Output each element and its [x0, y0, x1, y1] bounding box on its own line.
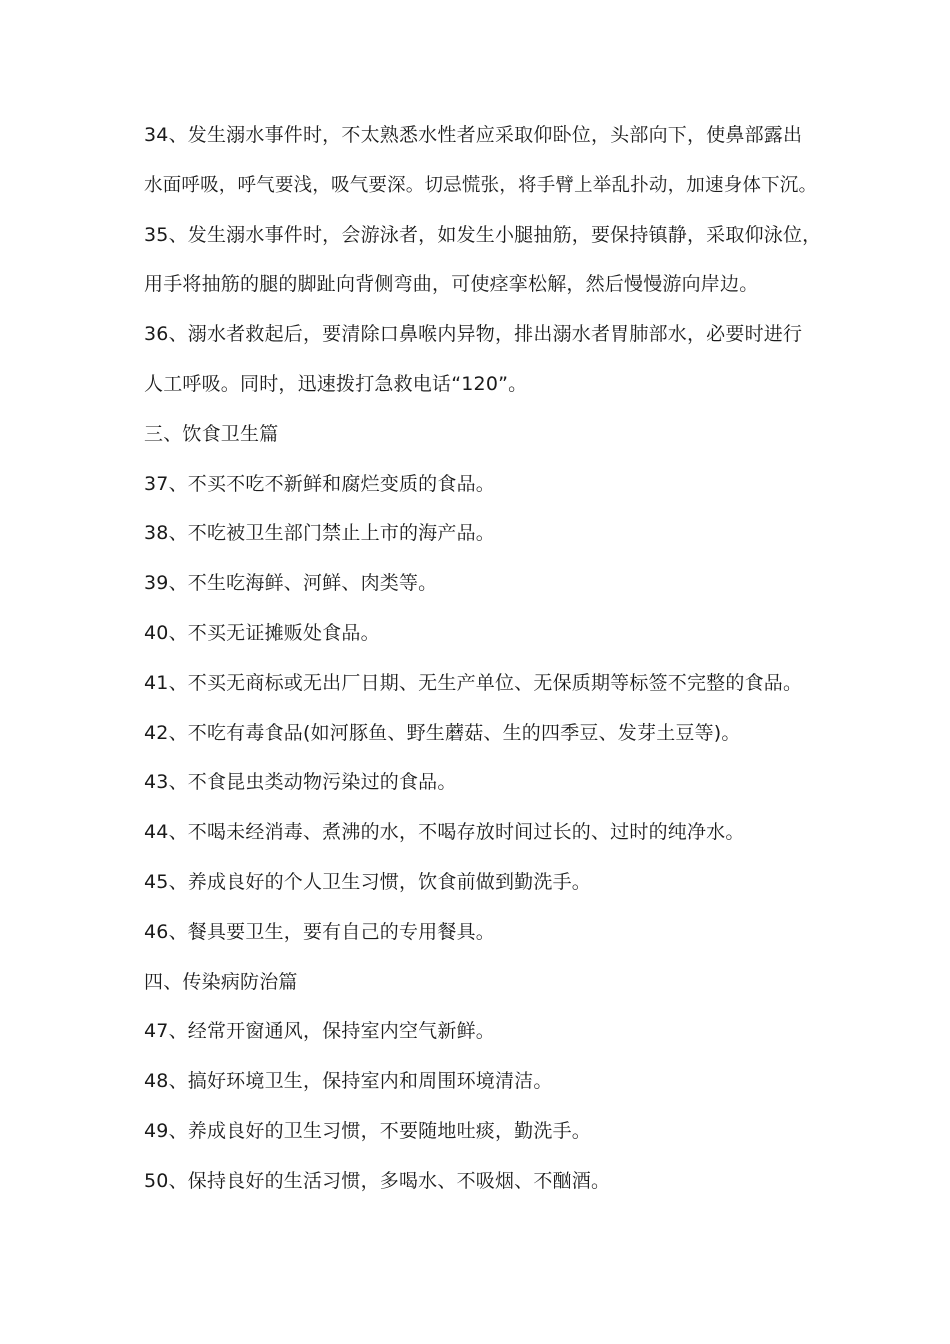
- text-line-item-36-part2: 人工呼吸。同时，迅速拨打急救电话“120”。: [144, 372, 528, 395]
- text-line-item-44: 44、不喝未经消毒、煮沸的水，不喝存放时间过长的、过时的纯净水。: [144, 821, 745, 844]
- text-line-item-38: 38、不吃被卫生部门禁止上市的海产品。: [144, 522, 495, 545]
- section-heading-food-hygiene: 三、饮食卫生篇: [144, 422, 279, 445]
- text-line-item-39: 39、不生吃海鲜、河鲜、肉类等。: [144, 572, 438, 595]
- text-line-item-36-part1: 36、溺水者救起后，要清除口鼻喉内异物，排出溺水者胃肺部水，必要时进行: [144, 323, 803, 346]
- text-line-item-41: 41、不买无商标或无出厂日期、无生产单位、无保质期等标签不完整的食品。: [144, 671, 803, 694]
- text-line-item-42: 42、不吃有毒食品(如河豚鱼、野生蘑菇、生的四季豆、发芽土豆等)。: [144, 721, 741, 744]
- text-line-item-40: 40、不买无证摊贩处食品。: [144, 621, 380, 644]
- section-heading-disease-prevention: 四、传染病防治篇: [144, 970, 298, 993]
- text-line-item-45: 45、养成良好的个人卫生习惯，饮食前做到勤洗手。: [144, 870, 591, 893]
- text-line-item-48: 48、搞好环境卫生，保持室内和周围环境清洁。: [144, 1070, 553, 1093]
- text-line-item-35-part1: 35、发生溺水事件时，会游泳者，如发生小腿抽筋，要保持镇静，采取仰泳位，: [144, 223, 822, 246]
- document-body: [144, 111, 824, 1207]
- text-line-item-49: 49、养成良好的卫生习惯，不要随地吐痰，勤洗手。: [144, 1119, 591, 1142]
- text-line-item-35-part2: 用手将抽筋的腿的脚趾向背侧弯曲，可使痉挛松解，然后慢慢游向岸边。: [144, 273, 759, 296]
- text-line-item-50: 50、保持良好的生活习惯，多喝水、不吸烟、不酗酒。: [144, 1169, 611, 1192]
- text-line-item-34-part2: 水面呼吸，呼气要浅，吸气要深。切忌慌张，将手臂上举乱扑动，加速身体下沉。: [144, 174, 818, 196]
- text-line-item-47: 47、经常开窗通风，保持室内空气新鲜。: [144, 1020, 495, 1043]
- text-line-item-37: 37、不买不吃不新鲜和腐烂变质的食品。: [144, 472, 495, 495]
- text-line-item-46: 46、餐具要卫生，要有自己的专用餐具。: [144, 920, 495, 943]
- text-line-item-43: 43、不食昆虫类动物污染过的食品。: [144, 771, 457, 794]
- text-line-item-34-part1: 34、发生溺水事件时，不太熟悉水性者应采取仰卧位，头部向下，使鼻部露出: [144, 124, 803, 146]
